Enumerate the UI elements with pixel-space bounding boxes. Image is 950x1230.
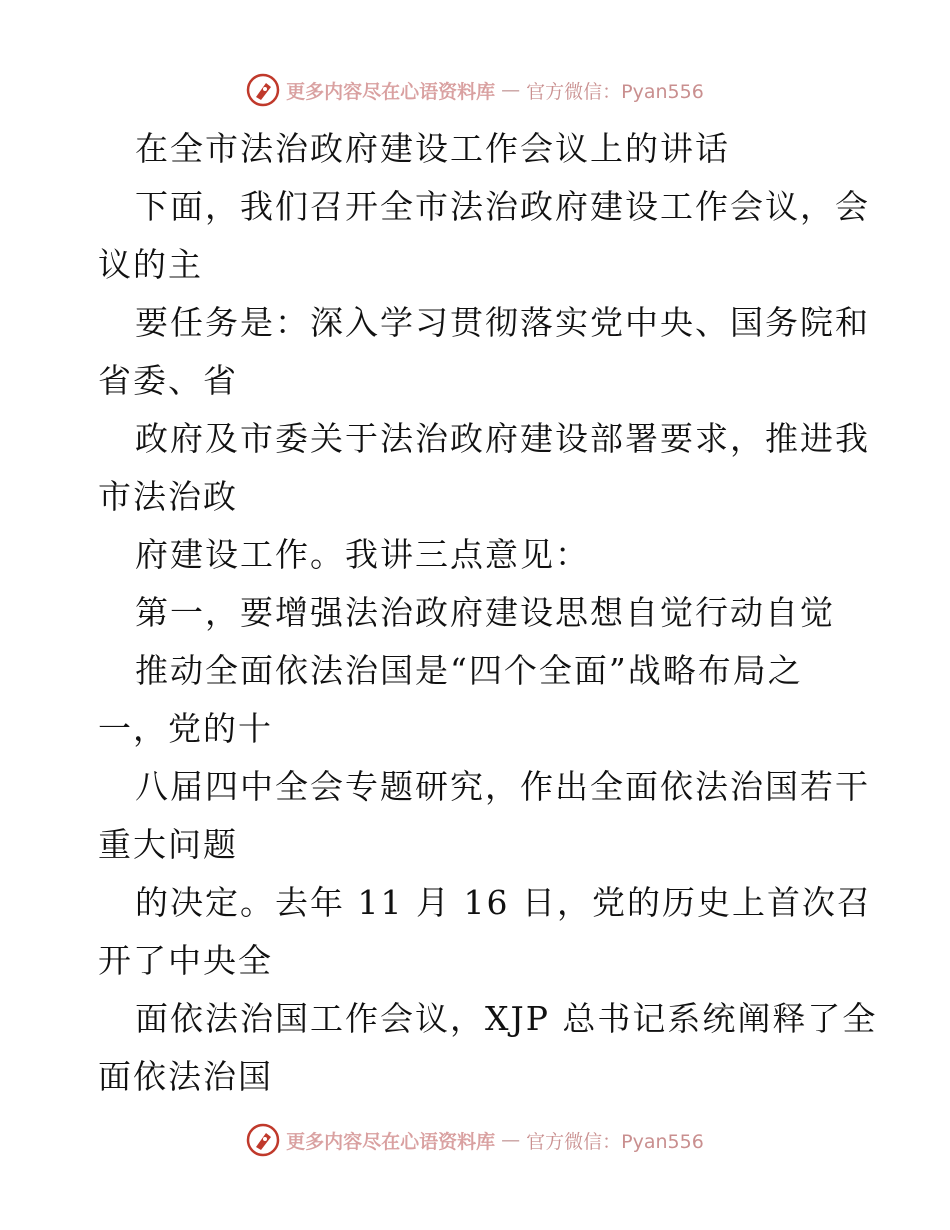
pen-nib-logo-icon xyxy=(246,73,280,107)
footer-watermark xyxy=(0,1120,950,1160)
text-line: 下面，我们召开全市法治政府建设工作会议，会 xyxy=(135,187,870,226)
text-line: 的决定。去年 11 月 16 日，党的历史上首次召 xyxy=(135,883,872,922)
text-line: 第一，要增强法治政府建设思想自觉行动自觉 xyxy=(135,593,835,632)
text-line: 开了中央全 xyxy=(98,941,273,980)
text-line: 面依法治国工作会议，XJP 总书记系统阐释了全 xyxy=(135,999,878,1038)
watermark-contact-text: 官方微信：Pyan556 xyxy=(526,1130,704,1153)
header-watermark xyxy=(0,70,950,110)
text-line: 八届四中全会专题研究，作出全面依法治国若干 xyxy=(135,767,870,806)
text-line: 面依法治国 xyxy=(98,1057,273,1096)
watermark-contact-text: 官方微信：Pyan556 xyxy=(526,80,704,103)
watermark-separator: — xyxy=(501,1129,521,1151)
text-line: 议的主 xyxy=(98,245,203,284)
watermark-brand-text: 更多内容尽在心语资料库 xyxy=(286,1130,496,1153)
text-line: 政府及市委关于法治政府建设部署要求，推进我 xyxy=(135,419,870,458)
text-line: 重大问题 xyxy=(98,825,238,864)
watermark-brand-text: 更多内容尽在心语资料库 xyxy=(286,80,496,103)
text-line: 要任务是：深入学习贯彻落实党中央、国务院和 xyxy=(135,303,870,342)
watermark-separator: — xyxy=(501,79,521,101)
text-line: 一，党的十 xyxy=(98,709,273,748)
pen-nib-logo-icon xyxy=(246,1123,280,1157)
text-line: 在全市法治政府建设工作会议上的讲话 xyxy=(135,129,730,168)
text-line: 市法治政 xyxy=(98,477,238,516)
text-line: 府建设工作。我讲三点意见： xyxy=(135,535,590,574)
text-line: 省委、省 xyxy=(98,361,238,400)
text-line: 推动全面依法治国是“四个全面”战略布局之 xyxy=(135,651,803,690)
document-body xyxy=(98,120,878,1106)
